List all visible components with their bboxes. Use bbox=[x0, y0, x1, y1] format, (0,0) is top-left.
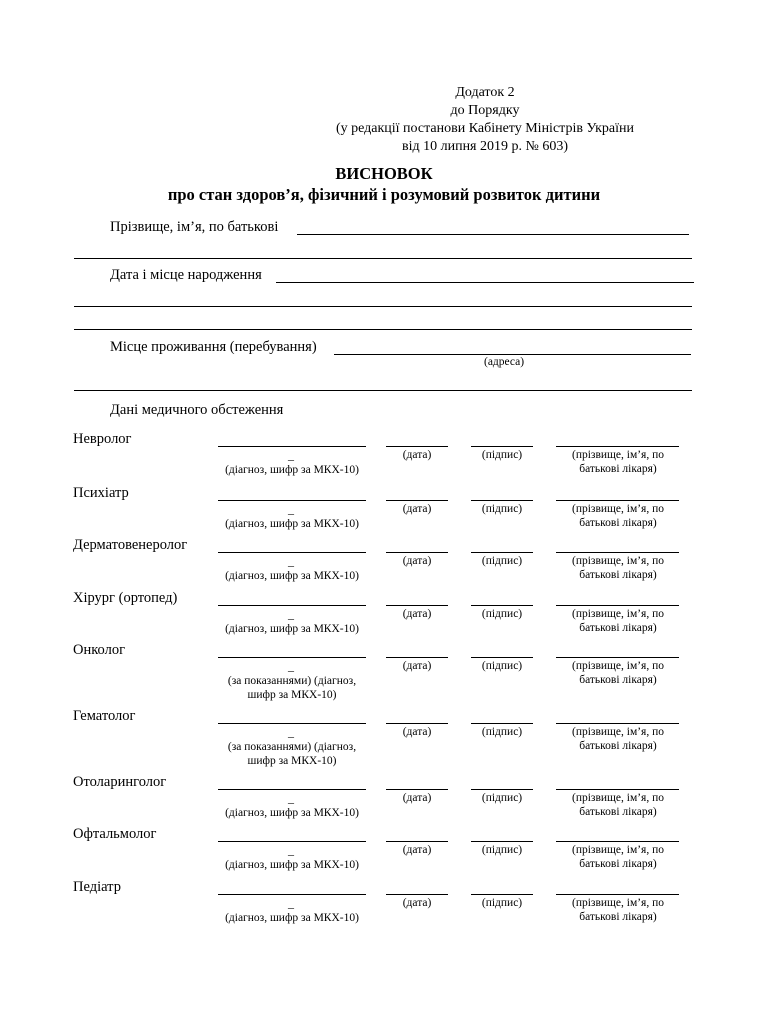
doctor-caption bbox=[548, 554, 688, 582]
doctor-caption-line-1: (прізвище, ім’я, по bbox=[571, 897, 664, 909]
diagnosis-caption: (діагноз, шифр за МКХ-10) bbox=[225, 623, 359, 635]
doctor-name-line[interactable] bbox=[556, 723, 679, 724]
date-caption: (дата) bbox=[402, 503, 432, 515]
doctor-caption bbox=[548, 659, 688, 687]
diagnosis-dash: _ bbox=[288, 659, 294, 673]
diagnosis-caption: (діагноз, шифр за МКХ-10) bbox=[225, 570, 359, 582]
signature-caption: (підпис) bbox=[481, 660, 523, 672]
doctor-name-line[interactable] bbox=[556, 841, 679, 842]
signature-caption: (підпис) bbox=[481, 792, 523, 804]
doctor-caption-line-2: батькові лікаря) bbox=[579, 463, 657, 475]
date-line[interactable] bbox=[386, 446, 448, 447]
signature-caption: (підпис) bbox=[481, 844, 523, 856]
doctor-caption-line-2: батькові лікаря) bbox=[579, 740, 657, 752]
birth-label: Дата і місце народження bbox=[110, 267, 262, 283]
diagnosis-line[interactable] bbox=[218, 446, 366, 447]
diagnosis-caption bbox=[212, 674, 372, 702]
diagnosis-line[interactable] bbox=[218, 605, 366, 606]
date-caption: (дата) bbox=[402, 897, 432, 909]
signature-caption: (підпис) bbox=[481, 503, 523, 515]
signature-caption: (підпис) bbox=[481, 608, 523, 620]
diagnosis-caption: (діагноз, шифр за МКХ-10) bbox=[225, 912, 359, 924]
diagnosis-line[interactable] bbox=[218, 894, 366, 895]
name-field-line[interactable] bbox=[297, 234, 689, 235]
specialist-name: Отоларинголог bbox=[73, 774, 167, 790]
date-line[interactable] bbox=[386, 657, 448, 658]
doctor-name-line[interactable] bbox=[556, 552, 679, 553]
signature-line[interactable] bbox=[471, 789, 533, 790]
specialist-name: Офтальмолог bbox=[73, 826, 157, 842]
diagnosis-line[interactable] bbox=[218, 723, 366, 724]
date-line[interactable] bbox=[386, 723, 448, 724]
diagnosis-caption: (діагноз, шифр за МКХ-10) bbox=[225, 518, 359, 530]
doctor-caption-line-2: батькові лікаря) bbox=[579, 622, 657, 634]
exam-label: Дані медичного обстеження bbox=[110, 402, 284, 418]
doctor-caption bbox=[548, 791, 688, 819]
annex-line-3: (у редакції постанови Кабінету Міністрів України bbox=[335, 121, 635, 136]
doctor-name-line[interactable] bbox=[556, 500, 679, 501]
diagnosis-line[interactable] bbox=[218, 500, 366, 501]
doctor-caption bbox=[548, 448, 688, 476]
diagnosis-dash: _ bbox=[288, 791, 294, 805]
diagnosis-caption-line-2: шифр за МКХ-10) bbox=[247, 689, 337, 701]
doctor-caption-line-2: батькові лікаря) bbox=[579, 911, 657, 923]
diagnosis-dash: _ bbox=[288, 448, 294, 462]
doctor-caption-line-1: (прізвище, ім’я, по bbox=[571, 726, 664, 738]
document-title: ВИСНОВОК bbox=[335, 164, 433, 183]
diagnosis-dash: _ bbox=[288, 502, 294, 516]
date-line[interactable] bbox=[386, 605, 448, 606]
diagnosis-line[interactable] bbox=[218, 657, 366, 658]
doctor-caption-line-2: батькові лікаря) bbox=[579, 569, 657, 581]
residence-label: Місце проживання (перебування) bbox=[110, 339, 317, 355]
doctor-name-line[interactable] bbox=[556, 446, 679, 447]
doctor-caption-line-2: батькові лікаря) bbox=[579, 806, 657, 818]
annex-header bbox=[300, 84, 670, 156]
specialist-name: Хірург (ортопед) bbox=[73, 590, 178, 606]
diagnosis-caption-line-1: (за показаннями) (діагноз, bbox=[227, 675, 357, 687]
doctor-caption-line-1: (прізвище, ім’я, по bbox=[571, 503, 664, 515]
diagnosis-dash: _ bbox=[288, 896, 294, 910]
doctor-name-line[interactable] bbox=[556, 605, 679, 606]
doctor-name-line[interactable] bbox=[556, 657, 679, 658]
doctor-caption-line-2: батькові лікаря) bbox=[579, 674, 657, 686]
date-line[interactable] bbox=[386, 894, 448, 895]
doctor-name-line[interactable] bbox=[556, 789, 679, 790]
signature-line[interactable] bbox=[471, 657, 533, 658]
name-field-line-2[interactable] bbox=[74, 258, 692, 259]
doctor-caption-line-2: батькові лікаря) bbox=[579, 858, 657, 870]
doctor-caption bbox=[548, 502, 688, 530]
date-caption: (дата) bbox=[402, 449, 432, 461]
doctor-caption-line-1: (прізвище, ім’я, по bbox=[571, 660, 664, 672]
date-line[interactable] bbox=[386, 552, 448, 553]
diagnosis-dash: _ bbox=[288, 843, 294, 857]
diagnosis-line[interactable] bbox=[218, 841, 366, 842]
diagnosis-dash: _ bbox=[288, 554, 294, 568]
doctor-caption bbox=[548, 607, 688, 635]
signature-caption: (підпис) bbox=[481, 726, 523, 738]
doctor-caption-line-1: (прізвище, ім’я, по bbox=[571, 792, 664, 804]
diagnosis-caption: (діагноз, шифр за МКХ-10) bbox=[225, 464, 359, 476]
document-subtitle: про стан здоров’я, фізичний і розумовий розвиток дитини bbox=[167, 185, 601, 204]
signature-line[interactable] bbox=[471, 446, 533, 447]
signature-line[interactable] bbox=[471, 894, 533, 895]
annex-line-2: до Порядку bbox=[450, 103, 520, 118]
diagnosis-line[interactable] bbox=[218, 552, 366, 553]
date-caption: (дата) bbox=[402, 726, 432, 738]
doctor-caption-line-1: (прізвище, ім’я, по bbox=[571, 844, 664, 856]
diagnosis-dash: _ bbox=[288, 607, 294, 621]
date-caption: (дата) bbox=[402, 844, 432, 856]
date-caption: (дата) bbox=[402, 660, 432, 672]
date-line[interactable] bbox=[386, 841, 448, 842]
signature-line[interactable] bbox=[471, 552, 533, 553]
doctor-caption-line-1: (прізвище, ім’я, по bbox=[571, 608, 664, 620]
diagnosis-caption-line-1: (за показаннями) (діагноз, bbox=[227, 741, 357, 753]
doctor-caption-line-1: (прізвище, ім’я, по bbox=[571, 555, 664, 567]
doctor-caption-line-2: батькові лікаря) bbox=[579, 517, 657, 529]
doctor-caption bbox=[548, 896, 688, 924]
date-caption: (дата) bbox=[402, 608, 432, 620]
annex-line-1: Додаток 2 bbox=[455, 85, 515, 100]
diagnosis-dash: _ bbox=[288, 725, 294, 739]
specialist-name: Психіатр bbox=[73, 485, 129, 501]
annex-line-4: від 10 липня 2019 р. № 603) bbox=[401, 139, 569, 154]
doctor-name-line[interactable] bbox=[556, 894, 679, 895]
signature-line[interactable] bbox=[471, 500, 533, 501]
birth-field-line-3[interactable] bbox=[74, 329, 692, 330]
residence-field-line[interactable] bbox=[334, 354, 691, 355]
diagnosis-line[interactable] bbox=[218, 789, 366, 790]
birth-field-line-2[interactable] bbox=[74, 306, 692, 307]
signature-caption: (підпис) bbox=[481, 555, 523, 567]
residence-field-line-2[interactable] bbox=[74, 390, 692, 391]
specialist-name: Гематолог bbox=[73, 708, 136, 724]
diagnosis-caption: (діагноз, шифр за МКХ-10) bbox=[225, 807, 359, 819]
signature-line[interactable] bbox=[471, 605, 533, 606]
doctor-caption-line-1: (прізвище, ім’я, по bbox=[571, 449, 664, 461]
doctor-caption bbox=[548, 725, 688, 753]
diagnosis-caption-line-2: шифр за МКХ-10) bbox=[247, 755, 337, 767]
specialist-name: Педіатр bbox=[73, 879, 121, 895]
signature-caption: (підпис) bbox=[481, 449, 523, 461]
date-caption: (дата) bbox=[402, 555, 432, 567]
specialist-name: Дерматовенеролог bbox=[73, 537, 188, 553]
address-caption: (адреса) bbox=[484, 356, 525, 368]
specialist-name: Невролог bbox=[73, 431, 132, 447]
diagnosis-caption: (діагноз, шифр за МКХ-10) bbox=[225, 859, 359, 871]
doctor-caption bbox=[548, 843, 688, 871]
date-line[interactable] bbox=[386, 789, 448, 790]
name-label: Прізвище, ім’я, по батькові bbox=[110, 219, 279, 235]
date-caption: (дата) bbox=[402, 792, 432, 804]
signature-line[interactable] bbox=[471, 723, 533, 724]
signature-line[interactable] bbox=[471, 841, 533, 842]
birth-field-line[interactable] bbox=[276, 282, 694, 283]
diagnosis-caption bbox=[212, 740, 372, 768]
date-line[interactable] bbox=[386, 500, 448, 501]
specialist-name: Онколог bbox=[73, 642, 126, 658]
signature-caption: (підпис) bbox=[481, 897, 523, 909]
